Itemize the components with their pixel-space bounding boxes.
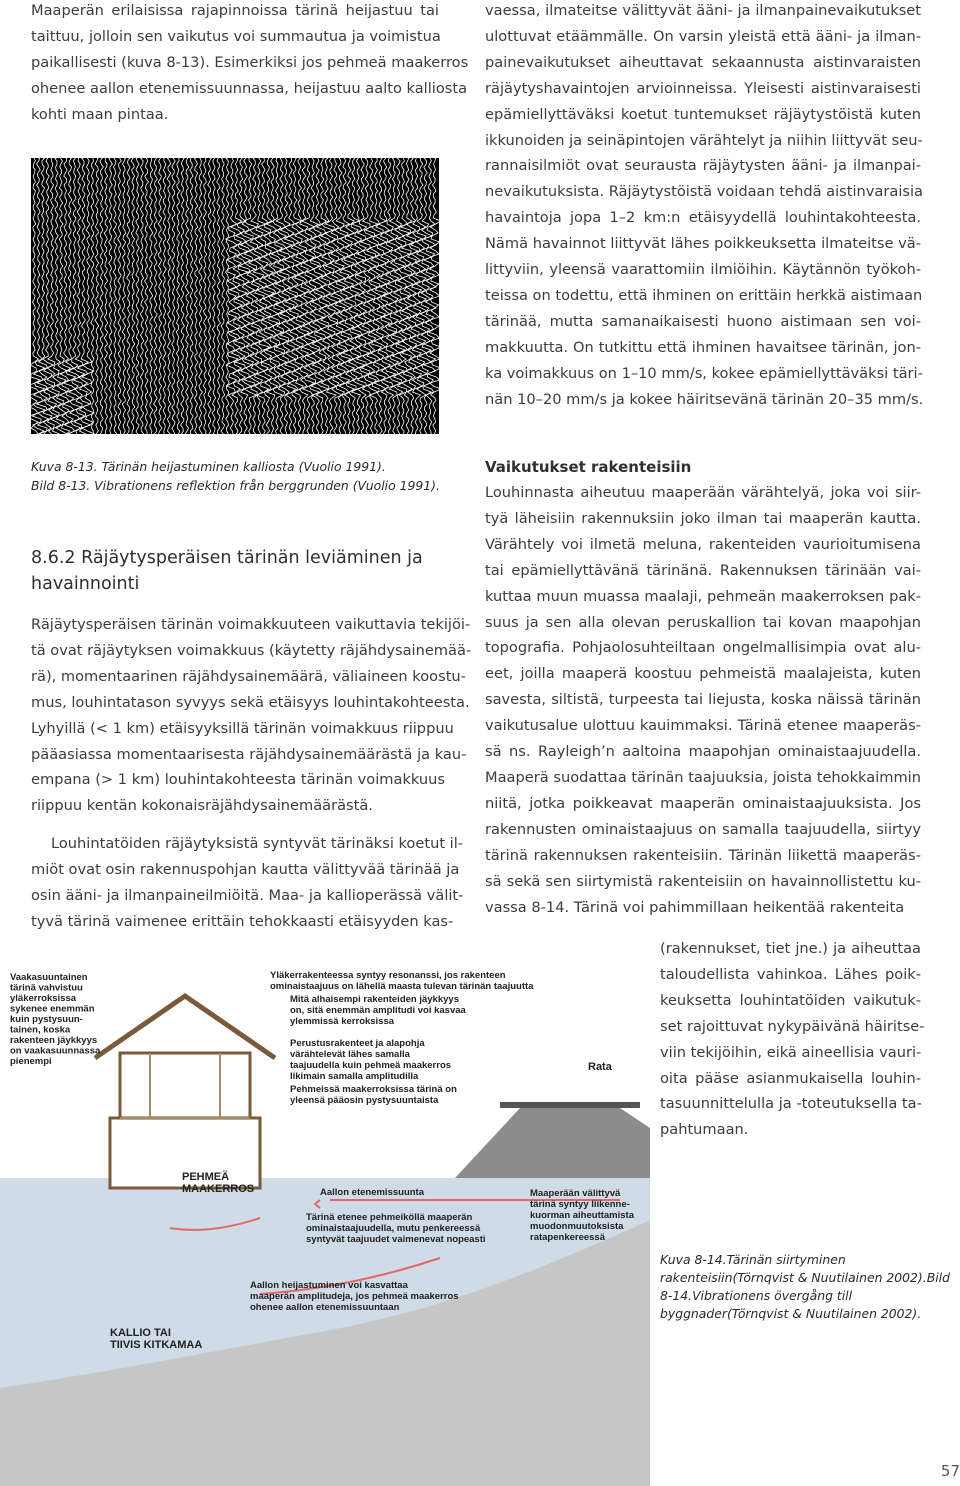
label-horizontal-vibration	[10, 972, 101, 1067]
seismic-trace	[60, 158, 71, 434]
label-line: likimain samalla amplitudilla	[290, 1071, 419, 1082]
text-line: mus, louhintatason syvyys sekä etäisyys louhintakohteesta.	[31, 693, 470, 711]
text-line: ka voimakkuus on 1–10 mm/s, kokee epämiellyttäväksi täri-	[485, 364, 923, 382]
text-line: ohenee aallon etenemissuunnassa, heijastuu aalto kalliosta	[31, 79, 468, 97]
text-line: teissa on todettu, että ihminen on erittäin herkkä aistimaan	[485, 286, 923, 304]
seismic-traces	[31, 158, 439, 434]
label-line: rakenteen jäykkyys	[10, 1035, 98, 1046]
seismic-trace	[199, 158, 203, 434]
text-line: Lyhyillä (< 1 km) etäisyyksillä tärinän voimakkuus riippuu	[31, 719, 454, 737]
text-line: niitä, jotka poikkeavat maaperän ominaistaajuuksista. Jos	[485, 794, 921, 812]
label-line: ohenee aallon etenemissuuntaan	[250, 1302, 400, 1313]
text-line: nevaikutuksista. Räjäytystöistä voidaan tehdä aistinvaraisia	[485, 183, 923, 201]
text-line: nän 10–20 mm/s ja kokee häiritsevänä tärinän 20–35 mm/s.	[485, 390, 924, 408]
seismic-trace	[122, 158, 126, 434]
label-line: Maaperään välittyvä	[530, 1188, 621, 1199]
rail-track	[500, 1102, 640, 1108]
seismic-trace	[334, 158, 347, 434]
text-line: paikallisesti (kuva 8-13). Esimerkiksi jos pehmeä maakerros	[31, 53, 469, 71]
label-line: on vaakasuunnassa	[10, 1045, 101, 1057]
text-line: littyviin, yleensä vaarattomiin ilmiöihin. Käytännön työkoh-	[485, 261, 921, 279]
section-heading	[31, 545, 423, 597]
seismic-trace	[181, 158, 185, 434]
seismic-trace	[185, 158, 189, 434]
label-line: Pehmeissä maakerroksissa tärinä on	[290, 1084, 457, 1095]
text-line: riippuu kentän kokonaisräjähdysainemäärästä.	[31, 797, 373, 815]
seismic-trace	[194, 158, 198, 434]
seismic-trace	[370, 158, 383, 434]
seismic-trace	[406, 158, 418, 434]
text-line: Maaperä suodattaa tärinän taajuuksia, joista tehokkaimmin	[485, 768, 921, 786]
text-line: makkuutta. On tutkittu että ihminen havaitsee tärinän, jon-	[485, 338, 921, 356]
text-line: Tärinän siirtyminen rakenteisiin	[660, 1252, 846, 1285]
text-line: sä ns. Rayleigh’n aaltoina maapohjan ominaistaajuudella.	[485, 743, 921, 761]
seismic-trace	[140, 158, 144, 434]
label-line: taajuudella kuin pehmeä maakerros	[290, 1060, 452, 1071]
text-line: tai epämiellyttävänä tärinänä. Rakennuksen tärinään vai-	[485, 561, 921, 579]
seismic-trace	[212, 158, 216, 434]
label-line: PEHMEÄ	[182, 1171, 230, 1183]
text-line: epämiellyttäväksi koetut tuntemukset räjäytystöistä kuten	[485, 105, 921, 123]
seismic-trace	[167, 158, 171, 434]
seismic-trace	[176, 158, 180, 434]
label-line: värähtelevät lähes samalla	[290, 1049, 410, 1060]
body-paragraph-factors	[31, 612, 472, 819]
text-line: Louhintatöiden räjäytyksistä syntyvät tärinäksi koetut il-	[51, 835, 464, 852]
house-illustration	[95, 996, 275, 1188]
label-line: tärinä vahvistuu	[10, 982, 83, 994]
text-line: tyä läheisiin rakennuksiin joko ilman tai maaperän kautta.	[485, 509, 921, 527]
seismic-trace	[43, 158, 54, 434]
house-ground-floor	[120, 1053, 250, 1118]
text-line: taloudellista vahinkoa. Lähes poik-	[660, 965, 921, 983]
label-upper-floors	[290, 994, 467, 1027]
label-line: MAAKERROS	[182, 1183, 255, 1195]
seismic-trace	[31, 158, 40, 434]
text-line: tyvä tärinä vaimenee erittäin tehokkaasti etäisyyden kas-	[31, 912, 454, 930]
text-line: havaintoja jopa 1–2 km:n etäisyydellä louhintakohteesta.	[485, 209, 921, 227]
label-line: on, sitä enemmän amplitudi voi kasvaa	[290, 1005, 466, 1016]
text-line: tärinä rakennuksen rakenteisiin. Tärinän liikettä maaperäs-	[485, 846, 921, 864]
text-line: painevaikutukset aiheuttavat sekaannusta aistinvaraisten	[485, 53, 921, 71]
text-line: (Törnqvist & Nuutilainen 2002).	[726, 1306, 922, 1321]
seismic-trace	[145, 158, 149, 434]
house-roof	[95, 996, 275, 1058]
subheading-effects-on-structures: Vaikutukset rakenteisiin	[485, 458, 692, 476]
text-line: Vibrationens övergång till byggnader	[660, 1288, 853, 1321]
label-line: KALLIO TAI	[110, 1327, 171, 1339]
label-line: pienempi	[10, 1056, 52, 1067]
seismic-trace	[149, 158, 153, 434]
text-line: sä sekä sen siirtymistä rakenteisiin on havainnollistettu ku-	[485, 872, 921, 890]
text-line: eet, joilla maaperä koostuu pehmeistä maalajeista, kuten	[485, 665, 921, 683]
text-line: Louhinnasta aiheutuu maaperään värähtelyä, joka voi siir-	[485, 484, 921, 501]
label-line: maaperän amplitudeja, jos pehmeä maakerros	[250, 1291, 459, 1302]
figure-caption-8-13-sv: Bild 8-13. Vibrationens reflektion från berggrunden (Vuolio 1991).	[31, 478, 440, 493]
text-line: rä), momentaarinen räjähdysainemäärä, väliaineen koostu-	[31, 667, 466, 685]
label-rata: Rata	[588, 1061, 612, 1073]
text-line: kohti maan pintaa.	[31, 105, 169, 123]
label-line: yleensä pääosin pystysuuntaista	[290, 1095, 439, 1106]
label-foundation	[290, 1038, 451, 1082]
rail-embankment	[455, 1108, 650, 1178]
text-line: räjäytyshavaintojen arvioinneissa. Yleisesti aistinvaraisesti	[485, 79, 921, 97]
label-line: ratapenkereessä	[530, 1232, 605, 1243]
seismic-trace	[154, 158, 158, 434]
text-line: ikkunoiden ja seinäpintojen värähtelyt ja niihin liittyvät seu-	[485, 131, 923, 149]
seismic-trace	[78, 158, 91, 434]
text-line: vaessa, ilmateitse välittyvät ääni- ja ilmanpainevaikutukset	[485, 2, 921, 19]
text-line: suus ja sen alla olevan peruskallion tai kovan maapohjan	[485, 613, 921, 631]
text-line: miöt ovat osin rakennuspohjan kautta välittyvää tärinää ja	[31, 860, 460, 878]
label-line: kuin pystysuun-	[10, 1014, 83, 1025]
section-heading-line2: havainnointi	[31, 574, 140, 594]
label-line: Mitä alhaisempi rakenteiden jäykkyys	[290, 994, 459, 1005]
text-line: Värähtely voi ilmetä meluna, rakenteiden vaurioitumisena	[485, 535, 921, 553]
seismic-trace	[100, 158, 104, 434]
label-wave-direction: Aallon etenemissuunta	[320, 1187, 424, 1198]
label-line: ominaistaajuudella, mutu penkereessä	[306, 1223, 481, 1234]
label-attenuation	[306, 1212, 486, 1245]
text-line: pahtumaan.	[660, 1121, 749, 1139]
seismic-trace	[104, 158, 108, 434]
text-line: Kuva 8-14.	[660, 1252, 727, 1267]
label-line: tainen, koska	[10, 1024, 71, 1036]
label-line: sykenee enemmän	[10, 1003, 95, 1015]
seismic-trace	[127, 158, 131, 434]
seismic-trace	[95, 158, 99, 434]
label-line: ominaistaajuus on lähellä maasta tulevan tärinän taajuutta	[270, 981, 534, 992]
text-line: viin tekijöihin, eikä aineellisia vauri-	[660, 1043, 922, 1061]
text-line: Bild 8-14.	[660, 1270, 950, 1303]
label-line: tärinä syntyy liikenne-	[530, 1199, 630, 1210]
text-line: oita pääse asianmukaisella louhin-	[660, 1069, 921, 1087]
seismic-trace	[131, 158, 135, 434]
page-number: 57	[940, 1462, 960, 1480]
seismic-trace	[109, 158, 113, 434]
seismic-trace	[163, 158, 167, 434]
text-line: Maaperän erilaisissa rajapinnoissa tärinä heijastuu tai	[31, 2, 439, 19]
seismic-trace	[158, 158, 162, 434]
intro-paragraph	[31, 0, 469, 128]
text-line: tasuunnittelulla ja -toteutuksella ta-	[660, 1095, 922, 1113]
label-line: muodonmuutoksista	[530, 1221, 624, 1232]
seismic-trace	[410, 158, 423, 434]
text-line: vassa 8-14. Tärinä voi pahimmillaan heikentää rakenteita	[485, 898, 905, 916]
text-line: tärinää, mutta samanaikaisesti huono aistimaan sen voi-	[485, 312, 921, 330]
label-line: kuorman aiheuttamista	[530, 1210, 634, 1221]
seismic-trace	[208, 158, 212, 434]
seismic-reflection-image	[31, 158, 439, 434]
text-line: osin ääni- ja ilmanpaineilmiöitä. Maa- ja kallioperässä välit-	[31, 886, 464, 904]
body-paragraph-blasting	[31, 831, 464, 935]
text-line: Räjäytysperäisen tärinän voimakkuuteen vaikuttavia tekijöi-	[31, 616, 471, 633]
figure-caption-8-14	[660, 1251, 960, 1323]
text-line: set rajoittuvat nykypäivänä häiritse-	[660, 1017, 925, 1035]
seismic-trace	[190, 158, 194, 434]
label-line: yläkerroksissa	[10, 993, 77, 1004]
label-line: Aallon heijastuminen voi kasvattaa	[250, 1280, 408, 1291]
seismic-trace	[383, 158, 396, 434]
text-line: empana (> 1 km) louhintakohteesta tärinän voimakkuus	[31, 771, 445, 789]
body-paragraph-air-pressure	[485, 0, 924, 413]
text-line: rannaisilmiöt ovat seurausta räjäytysten ääni- ja ilmanpai-	[485, 157, 921, 175]
text-line: pääasiassa momentaarisesta räjähdysainemäärästä ja kau-	[31, 745, 467, 763]
label-line: Tärinä etenee pehmeiköllä maaperän	[306, 1212, 473, 1223]
body-paragraph-structures	[485, 480, 921, 920]
label-line: TIIVIS KITKAMAA	[110, 1339, 203, 1351]
seismic-trace	[271, 158, 284, 434]
seismic-trace	[221, 158, 225, 434]
seismic-trace	[172, 158, 176, 434]
seismic-trace	[136, 158, 140, 434]
text-line: (Törnqvist & Nuutilainen 2002).	[732, 1270, 927, 1285]
seismic-traces-graphic	[31, 158, 439, 434]
text-line: Nämä havainnot liittyvät lähes poikkeuksetta ilmateitse vä-	[485, 235, 921, 253]
seismic-trace	[226, 158, 230, 434]
label-soft-layer	[290, 1084, 457, 1106]
text-line: (rakennukset, tiet jne.) ja aiheuttaa	[660, 940, 921, 957]
text-line: keuksetta louhintatöiden vaikutuk-	[660, 991, 921, 1009]
seismic-trace	[118, 158, 122, 434]
label-line: Perustusrakenteet ja alapohja	[290, 1038, 425, 1049]
seismic-trace	[217, 158, 221, 434]
text-line: savesta, siltistä, turpeesta tai liejusta, koska näissä tärinän	[485, 691, 921, 709]
seismic-trace	[414, 158, 427, 434]
label-line: Yläkerrakenteessa syntyy resonanssi, jos rakenteen	[270, 970, 506, 981]
text-line: rakennusten ominaistaajuus on samalla taajuudella, siirtyy	[485, 820, 921, 838]
label-line: syntyvät taajuudet vaimenevat nopeasti	[306, 1234, 486, 1245]
seismic-trace	[280, 158, 292, 434]
label-resonance	[270, 970, 534, 992]
text-line: taittuu, jolloin sen vaikutus voi summautua ja voimistua	[31, 27, 441, 45]
label-line: Vaakasuuntainen	[10, 972, 88, 983]
body-paragraph-structures-cont	[660, 936, 925, 1143]
section-heading-line1: 8.6.2 Räjäytysperäisen tärinän leviäminen ja	[31, 548, 423, 568]
text-line: tä ovat räjäytyksen voimakkuus (käytetty räjähdysainemää-	[31, 641, 472, 659]
text-line: topografia. Pohjaolosuhteiltaan ongelmallisimpia ovat alu-	[485, 639, 921, 657]
text-line: vaikutusalue ulottuu kauimmaksi. Tärinä etenee maaperäs-	[485, 717, 921, 735]
vibration-transfer-diagram	[0, 958, 650, 1486]
text-line: kuttaa muun muassa maalaji, pehmeän maakerroksen pak-	[485, 587, 921, 605]
seismic-trace	[203, 158, 207, 434]
text-line: ulottuvat etäämmälle. On varsin yleistä että ääni- ja ilman-	[485, 27, 921, 45]
label-line: ylemmissä kerroksissa	[290, 1016, 395, 1027]
seismic-trace	[113, 158, 117, 434]
figure-caption-8-13-fi: Kuva 8-13. Tärinän heijastuminen kalliosta (Vuolio 1991).	[31, 459, 386, 474]
